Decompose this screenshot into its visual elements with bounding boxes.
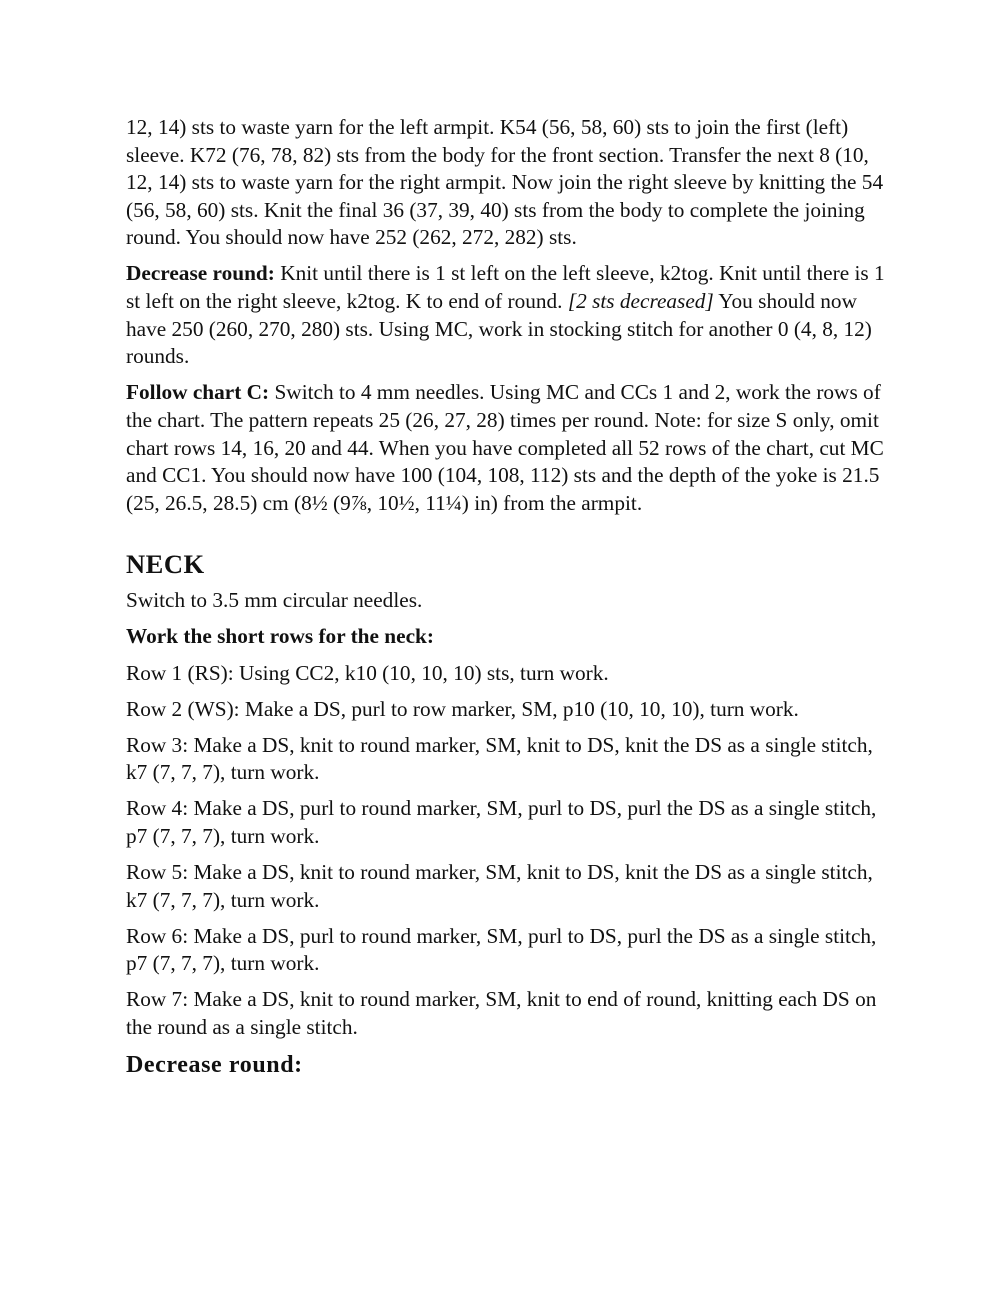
- row-instruction-7: Row 7: Make a DS, knit to round marker, SM, knit to end of round, knitting each DS on the round as a single stitch.: [126, 987, 877, 1040]
- short-rows-heading: Work the short rows for the neck:: [126, 624, 434, 649]
- section-heading-neck: NECK: [126, 549, 205, 580]
- paragraph-text: Switch to 4 mm needles. Using MC and CCs 1 and 2, work the rows of the chart. The pattern repeats 25 (26, 27, 28) times per round. Note: for size S only, omit chart rows 14, 16, 20 and 44. When you have completed all 52 rows of the chart, cut MC and CC1. You should now have 100 (104, 108, 112) sts and the depth of the yoke is 21.5 (25, 26.5, 28.5) cm (8½ (9⅞, 10½, 11¼) in) from the armpit.: [126, 380, 884, 515]
- paragraph-italic-note: [2 sts decreased]: [567, 289, 714, 314]
- paragraph-text: Knit until there is 1 st left on the left sleeve, k2tog. Knit until there is 1 st left on the right sleeve, k2tog. K to end of round.: [126, 261, 885, 314]
- neck-intro: Switch to 3.5 mm circular needles.: [126, 588, 423, 613]
- paragraph-text: You should now have 250 (260, 270, 280) sts. Using MC, work in stocking stitch for another 0 (4, 8, 12) rounds.: [126, 289, 872, 369]
- row-instruction-3: Row 3: Make a DS, knit to round marker, SM, knit to DS, knit the DS as a single stitch, k7 (7, 7, 7), turn work.: [126, 732, 873, 785]
- row-instruction-6: Row 6: Make a DS, purl to round marker, SM, purl to DS, purl the DS as a single stitch, p7 (7, 7, 7), turn work.: [126, 923, 877, 976]
- row-instruction-5: Row 5: Make a DS, knit to round marker, SM, knit to DS, knit the DS as a single stitch, k7 (7, 7, 7), turn work.: [126, 860, 873, 912]
- row-instruction-2: Row 2 (WS): Make a DS, purl to row marker, SM, p10 (10, 10, 10), turn work.: [126, 696, 799, 721]
- paragraph-lead-decrease: Decrease round:: [126, 261, 275, 286]
- document-page: [126, 114, 886, 1080]
- paragraph-follow-chart: [126, 379, 886, 517]
- row-instruction-4: Row 4: Make a DS, purl to round marker, SM, purl to DS, purl the DS as a single stitch, p7 (7, 7, 7), turn work.: [126, 796, 877, 848]
- paragraph-decrease-round: [126, 260, 886, 370]
- paragraph-joining-round: 12, 14) sts to waste yarn for the left armpit. K54 (56, 58, 60) sts to join the first (left) sleeve. K72 (76, 78, 82) sts from the body for the front section. Transfer the next 8 (10, 12, 14) sts to waste yarn for the right armpit. Now join the right sleeve by knitting the 54 (56, 58, 60) sts. Knit the final 36 (37, 39, 40) sts from the body to complete the joining round. You should now have 252 (262, 272, 282) sts.: [126, 115, 884, 250]
- paragraph-lead-chart: Follow chart C:: [126, 380, 270, 405]
- decrease-round-heading: Decrease round:: [126, 1052, 303, 1079]
- row-instruction-1: Row 1 (RS): Using CC2, k10 (10, 10, 10) sts, turn work.: [126, 660, 609, 685]
